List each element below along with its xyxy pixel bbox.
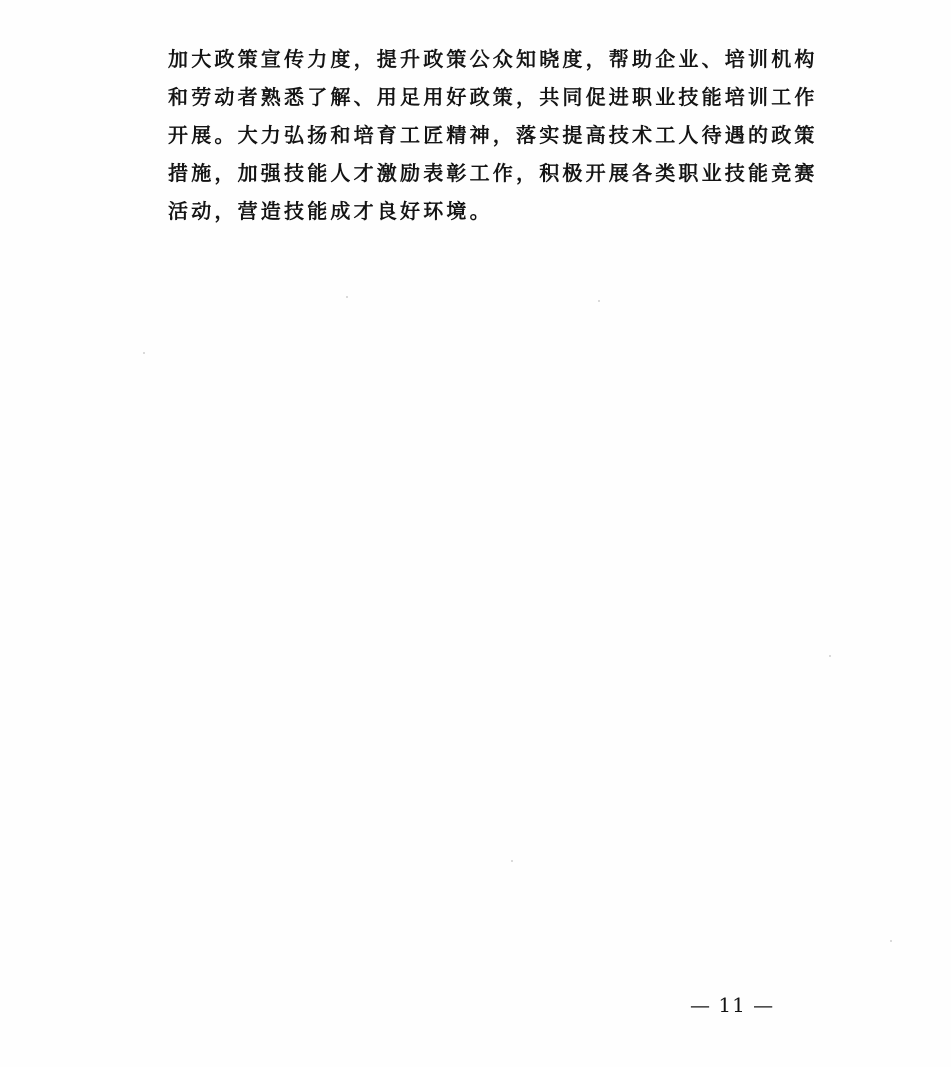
body-paragraph xyxy=(168,40,818,230)
paragraph-line: 和劳动者熟悉了解、用足用好政策，共同促进职业技能培训工作 xyxy=(168,85,818,109)
paragraph-line: 活动，营造技能成才良好环境。 xyxy=(168,199,493,223)
scan-speck xyxy=(143,352,145,354)
paragraph-line: 措施，加强技能人才激励表彰工作，积极开展各类职业技能竞赛 xyxy=(168,161,818,185)
scan-speck xyxy=(598,300,600,302)
paragraph-line: 加大政策宣传力度，提升政策公众知晓度，帮助企业、培训机构 xyxy=(168,47,818,71)
scan-speck xyxy=(346,296,348,298)
page-number: — 11 — xyxy=(690,993,775,1017)
scan-speck xyxy=(829,655,831,657)
paragraph-line: 开展。大力弘扬和培育工匠精神，落实提高技术工人待遇的政策 xyxy=(168,123,818,147)
scan-speck xyxy=(890,940,892,942)
scan-speck xyxy=(511,860,513,862)
